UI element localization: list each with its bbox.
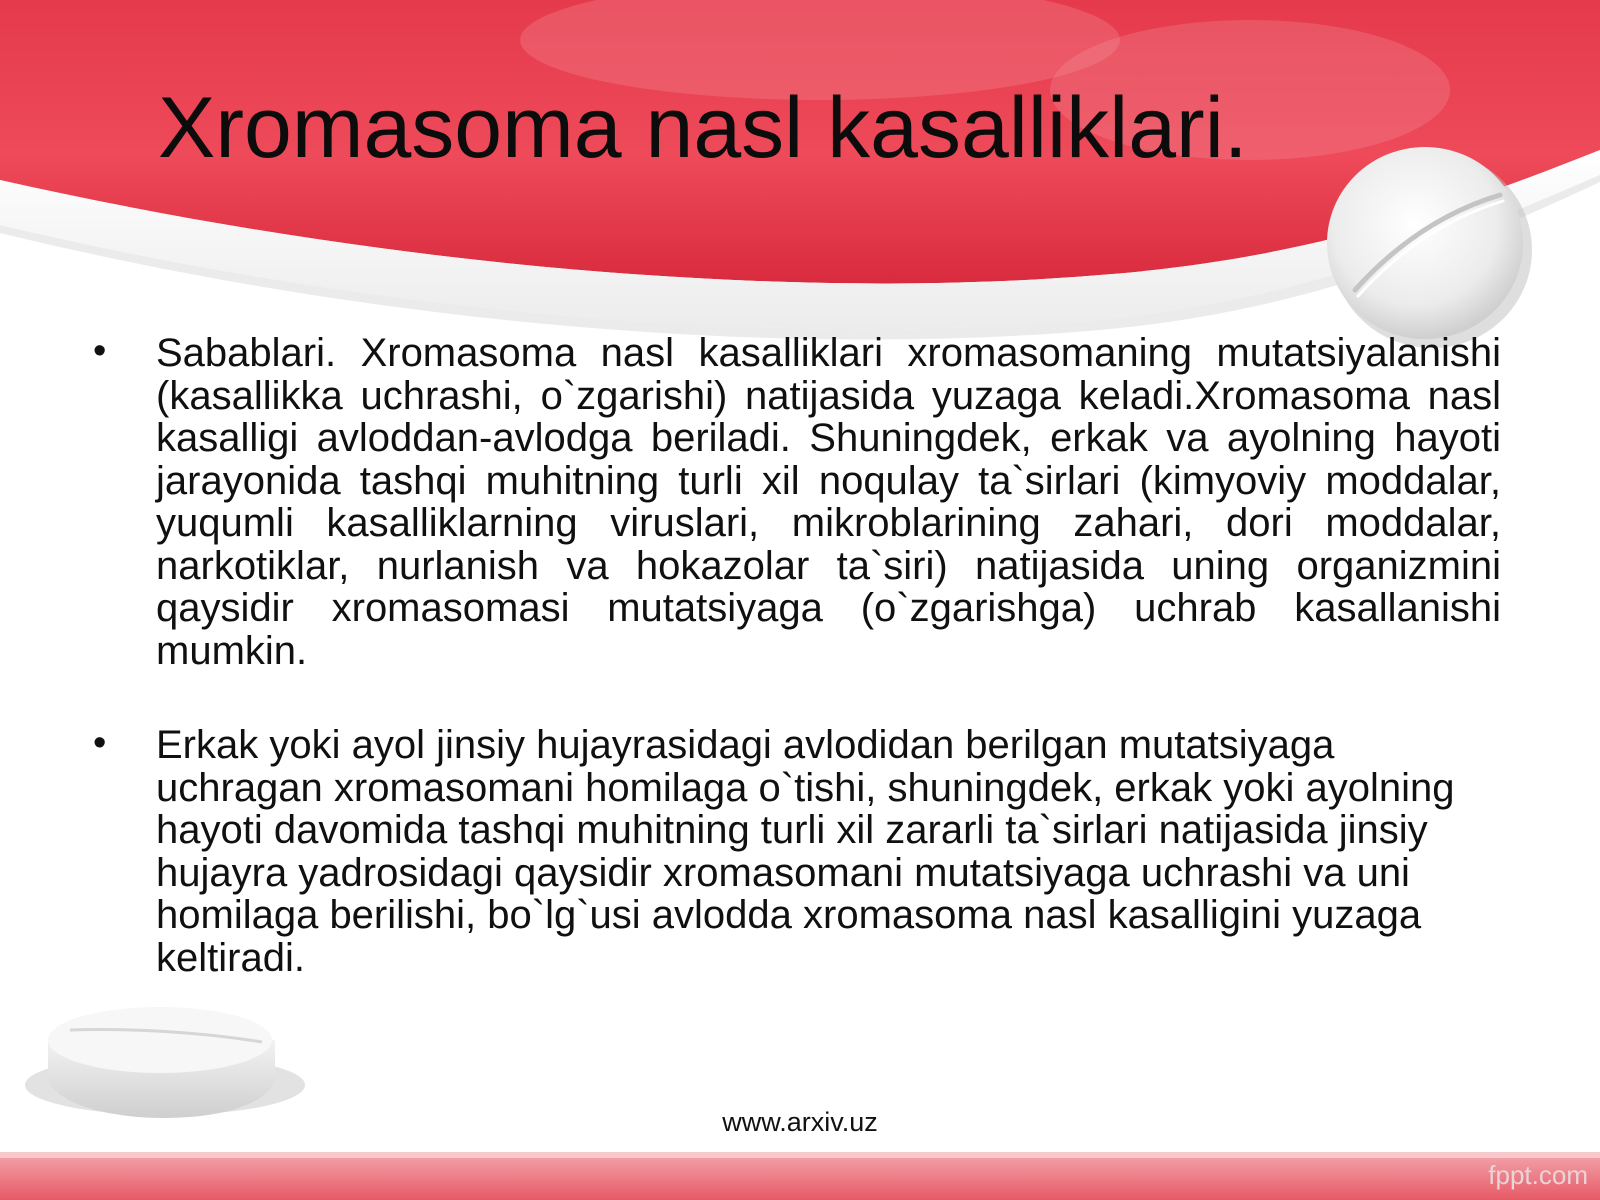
slide-title: Xromasoma nasl kasalliklari. <box>158 80 1248 176</box>
bullet-text-causes: Sabablari. Xromasoma nasl kasalliklari xromasomaning mutatsiyalanishi (kasallikka uchrashi, o`zgarishi) natijasida yuzaga keladi.Xromasoma nasl kasalligi avloddan-avlodga beriladi. Shuningdek, erkak va ayolning hayoti jarayonida tashqi muhitning turli xil noqulay ta`sirlari (kimyoviy moddalar, yuqumli kasalliklarning viruslari, mikroblarining zahari, dori moddalar, narkotiklar, nurlanish va hokazolar ta`siri) natijasida uning organizmini qaysidir xromasomasi mutatsiyaga (o`zgarishga) uchrab kasallanishi mumkin. <box>156 331 1501 673</box>
bullet-marker: • <box>93 722 107 764</box>
pill-icon <box>25 1007 305 1118</box>
bullet-marker: • <box>93 330 107 372</box>
brand-watermark: fppt.com <box>1488 1160 1588 1190</box>
bullet-text-transmission: Erkak yoki ayol jinsiy hujayrasidagi avlodidan berilgan mutatsiyaga uchragan xromasomani homilaga o`tishi, shuningdek, erkak yoki ayolning hayoti davomida tashqi muhitning turli xil zararli ta`sirlari natijasida jinsiy hujayra yadrosidagi qaysidir xromasomani mutatsiyaga uchrashi va uni homilaga berilishi, bo`lg`usi avlodda xromasoma nasl kasalligini yuzaga keltiradi. <box>156 723 1455 980</box>
footer-link[interactable]: www.arxiv.uz <box>722 1107 878 1137</box>
